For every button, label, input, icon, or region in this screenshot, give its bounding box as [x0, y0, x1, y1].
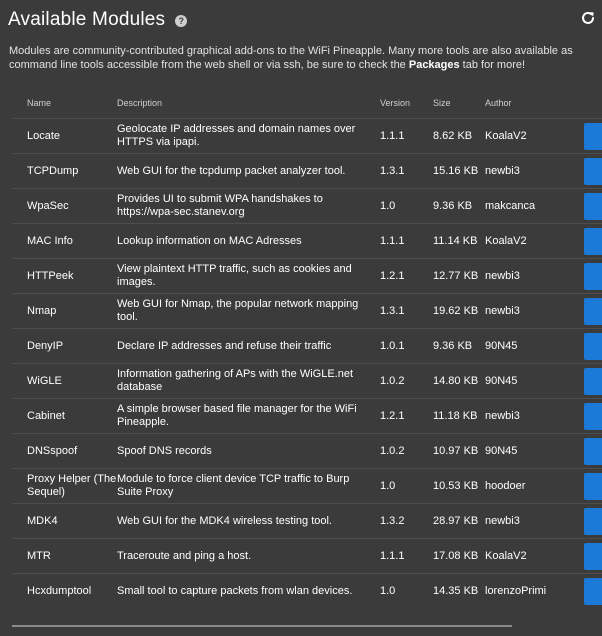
module-action-cell: [576, 294, 602, 329]
column-header-description[interactable]: Description: [117, 98, 163, 108]
table-header-row: [12, 88, 602, 119]
module-description: View plaintext HTTP traffic, such as cookies and images.: [117, 259, 380, 294]
module-action-cell: [576, 364, 602, 399]
column-header-version[interactable]: Version: [380, 98, 411, 108]
module-name: Cabinet: [12, 399, 117, 434]
table-row: [12, 119, 602, 154]
module-author: newbi3: [485, 294, 576, 329]
packages-tab-reference: Packages: [408, 59, 460, 71]
module-version: 1.3.2: [380, 504, 433, 539]
module-action-cell: [576, 189, 602, 224]
install-button[interactable]: [584, 333, 602, 360]
module-name: MAC Info: [12, 224, 117, 259]
module-name: Locate: [12, 119, 117, 154]
module-name: MTR: [12, 539, 117, 574]
module-author: KoalaV2: [485, 119, 576, 154]
modules-description: [9, 44, 594, 72]
module-action-cell: [576, 329, 602, 364]
module-author: newbi3: [485, 259, 576, 294]
table-row: [12, 224, 602, 259]
table-row: [12, 434, 602, 469]
install-button[interactable]: [584, 438, 602, 465]
module-name: Proxy Helper (The Sequel): [12, 469, 117, 504]
description-suffix: tab for more!: [459, 59, 526, 71]
module-size: 9.36 KB: [433, 329, 485, 364]
module-description: Provides UI to submit WPA handshakes to https://wpa-sec.stanev.org: [117, 189, 380, 224]
module-action-cell: [576, 399, 602, 434]
module-version: 1.0: [380, 574, 433, 609]
module-version: 1.0: [380, 189, 433, 224]
module-description: Module to force client device TCP traffic to Burp Suite Proxy: [117, 469, 380, 504]
module-version: 1.1.1: [380, 119, 433, 154]
module-author: KoalaV2: [485, 224, 576, 259]
module-size: 15.16 KB: [433, 154, 485, 189]
module-action-cell: [576, 259, 602, 294]
module-description: Declare IP addresses and refuse their traffic: [117, 329, 380, 364]
page-title: Available Modules: [8, 9, 166, 30]
module-name: Nmap: [12, 294, 117, 329]
module-size: 9.36 KB: [433, 189, 485, 224]
module-size: 12.77 KB: [433, 259, 485, 294]
module-description: Spoof DNS records: [117, 434, 380, 469]
install-button[interactable]: [584, 193, 602, 220]
module-name: WpaSec: [12, 189, 117, 224]
module-version: 1.0.2: [380, 364, 433, 399]
install-button[interactable]: [584, 263, 602, 290]
table-row: [12, 259, 602, 294]
module-size: 11.18 KB: [433, 399, 485, 434]
install-button[interactable]: [584, 368, 602, 395]
module-description: Geolocate IP addresses and domain names over HTTPS via ipapi.: [117, 119, 380, 154]
module-action-cell: [576, 434, 602, 469]
table-row: [12, 539, 602, 574]
module-description: Web GUI for Nmap, the popular network mapping tool.: [117, 294, 380, 329]
install-button[interactable]: [584, 123, 602, 150]
column-header-action: [576, 88, 602, 119]
module-description: A simple browser based file manager for the WiFi Pineapple.: [117, 399, 380, 434]
module-action-cell: [576, 539, 602, 574]
module-action-cell: [576, 154, 602, 189]
help-icon[interactable]: ?: [175, 15, 187, 27]
table-row: [12, 504, 602, 539]
install-button[interactable]: [584, 473, 602, 500]
module-name: HTTPeek: [12, 259, 117, 294]
table-row: [12, 189, 602, 224]
module-version: 1.0: [380, 469, 433, 504]
module-author: newbi3: [485, 399, 576, 434]
module-size: 28.97 KB: [433, 504, 485, 539]
module-version: 1.2.1: [380, 259, 433, 294]
module-name: WiGLE: [12, 364, 117, 399]
module-version: 1.3.1: [380, 154, 433, 189]
module-author: 90N45: [485, 364, 576, 399]
install-button[interactable]: [584, 403, 602, 430]
install-button[interactable]: [584, 158, 602, 185]
module-author: 90N45: [485, 434, 576, 469]
module-size: 17.08 KB: [433, 539, 485, 574]
module-author: KoalaV2: [485, 539, 576, 574]
module-action-cell: [576, 574, 602, 609]
module-version: 1.1.1: [380, 224, 433, 259]
horizontal-scrollbar[interactable]: [12, 625, 512, 627]
module-size: 14.35 KB: [433, 574, 485, 609]
modules-table-body: [12, 119, 602, 609]
module-action-cell: [576, 224, 602, 259]
module-action-cell: [576, 119, 602, 154]
panel-header: [8, 6, 592, 34]
description-text: Modules are community-contributed graphical add-ons to the WiFi Pineapple. Many more tools are also available as command line tools accessible from the web shell or via ssh, be sure to check the: [9, 45, 573, 71]
module-author: newbi3: [485, 154, 576, 189]
module-size: 19.62 KB: [433, 294, 485, 329]
install-button[interactable]: [584, 298, 602, 325]
module-action-cell: [576, 469, 602, 504]
module-description: Web GUI for the tcpdump packet analyzer tool.: [117, 154, 380, 189]
table-row: [12, 154, 602, 189]
column-header-size[interactable]: Size: [433, 98, 451, 108]
module-description: Information gathering of APs with the WiGLE.net database: [117, 364, 380, 399]
table-row: [12, 399, 602, 434]
module-name: MDK4: [12, 504, 117, 539]
table-row: [12, 364, 602, 399]
module-description: Small tool to capture packets from wlan devices.: [117, 574, 380, 609]
module-author: lorenzoPrimi: [485, 574, 576, 609]
install-button[interactable]: [584, 543, 602, 570]
modules-table-container[interactable]: [12, 88, 602, 628]
module-description: Traceroute and ping a host.: [117, 539, 380, 574]
table-row: [12, 469, 602, 504]
module-name: TCPDump: [12, 154, 117, 189]
column-header-author[interactable]: Author: [485, 98, 512, 108]
table-row: [12, 329, 602, 364]
module-author: makcanca: [485, 189, 576, 224]
module-size: 10.97 KB: [433, 434, 485, 469]
modules-table: [12, 88, 602, 609]
install-button[interactable]: [584, 508, 602, 535]
table-row: [12, 574, 602, 609]
module-description: Web GUI for the MDK4 wireless testing tool.: [117, 504, 380, 539]
install-button[interactable]: [584, 578, 602, 605]
install-button[interactable]: [584, 228, 602, 255]
module-size: 11.14 KB: [433, 224, 485, 259]
module-name: Hcxdumptool: [12, 574, 117, 609]
module-author: 90N45: [485, 329, 576, 364]
module-version: 1.0.2: [380, 434, 433, 469]
module-action-cell: [576, 504, 602, 539]
module-version: 1.3.1: [380, 294, 433, 329]
module-author: hoodoer: [485, 469, 576, 504]
module-author: newbi3: [485, 504, 576, 539]
module-version: 1.1.1: [380, 539, 433, 574]
module-size: 14.80 KB: [433, 364, 485, 399]
module-size: 10.53 KB: [433, 469, 485, 504]
column-header-name[interactable]: Name: [27, 98, 52, 108]
refresh-icon[interactable]: [580, 10, 596, 26]
module-name: DNSspoof: [12, 434, 117, 469]
module-version: 1.0.1: [380, 329, 433, 364]
module-version: 1.2.1: [380, 399, 433, 434]
table-row: [12, 294, 602, 329]
module-size: 8.62 KB: [433, 119, 485, 154]
module-name: DenyIP: [12, 329, 117, 364]
module-description: Lookup information on MAC Adresses: [117, 224, 380, 259]
